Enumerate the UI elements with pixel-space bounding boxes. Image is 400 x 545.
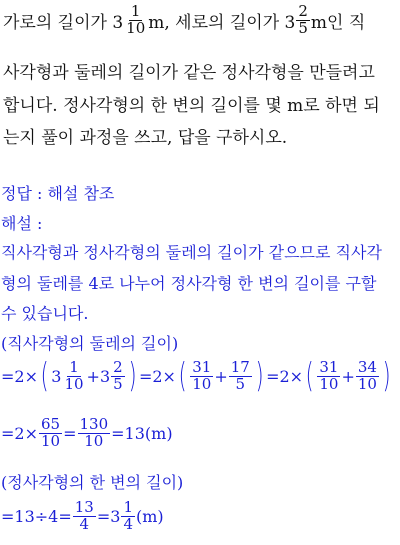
denominator: 10 bbox=[84, 431, 104, 450]
equation-text: + bbox=[214, 366, 228, 386]
equation-perimeter-result bbox=[1, 417, 173, 450]
equation-text: 3 bbox=[51, 366, 62, 386]
equation-text: + bbox=[341, 366, 355, 386]
denominator: 10 bbox=[41, 431, 61, 450]
right-paren: ) bbox=[128, 355, 137, 396]
question-line-1 bbox=[3, 4, 365, 37]
right-paren: ) bbox=[255, 355, 264, 396]
numerator: 65 bbox=[41, 415, 61, 433]
numerator: 130 bbox=[79, 415, 109, 433]
numerator: 17 bbox=[230, 358, 250, 376]
fraction bbox=[124, 4, 147, 37]
question-line-4: 는지 풀이 과정을 쓰고, 답을 구하시오. bbox=[3, 128, 288, 148]
fraction bbox=[73, 500, 96, 533]
denominator: 4 bbox=[123, 514, 133, 533]
equation-text: =13(m) bbox=[111, 423, 173, 443]
left-paren: ( bbox=[40, 355, 49, 396]
numerator: 1 bbox=[123, 498, 133, 516]
equation-side-length bbox=[1, 500, 164, 533]
equation-text: =3 bbox=[96, 506, 121, 526]
equation-text: =2× bbox=[1, 423, 38, 443]
section-heading-side: (정사각형의 한 변의 길이) bbox=[1, 473, 184, 492]
denominator: 5 bbox=[113, 374, 123, 393]
right-paren: ) bbox=[382, 355, 391, 396]
fraction bbox=[190, 360, 213, 393]
denominator: 5 bbox=[298, 18, 308, 37]
numerator: 31 bbox=[319, 358, 339, 376]
numerator: 1 bbox=[69, 358, 79, 376]
numerator: 2 bbox=[298, 2, 308, 20]
equation-text: =2× bbox=[1, 366, 38, 386]
denominator: 4 bbox=[79, 514, 90, 533]
fraction bbox=[62, 360, 85, 393]
numerator: 13 bbox=[74, 498, 94, 516]
equation-text: = bbox=[63, 423, 77, 443]
equation-text: =2× bbox=[138, 366, 176, 386]
fraction bbox=[111, 360, 125, 393]
equation-text: (m) bbox=[136, 506, 164, 526]
numerator: 31 bbox=[192, 358, 212, 376]
fraction bbox=[229, 360, 252, 393]
fraction bbox=[356, 360, 379, 393]
left-paren: ( bbox=[305, 355, 314, 396]
explanation-label: 해설 : bbox=[1, 214, 43, 233]
fraction bbox=[317, 360, 340, 393]
equation-text: +3 bbox=[86, 366, 111, 386]
question-line-2: 사각형과 둘레의 길이가 같은 정사각형을 만들려고 bbox=[3, 63, 375, 83]
question-text: m인 직 bbox=[310, 12, 366, 33]
denominator: 10 bbox=[126, 18, 146, 37]
fraction bbox=[121, 500, 135, 533]
answer-label: 정답 : 해설 참조 bbox=[1, 184, 115, 203]
question-text: 가로의 길이가 3 bbox=[3, 12, 124, 33]
equation-text: =2× bbox=[266, 366, 304, 386]
denominator: 10 bbox=[192, 374, 212, 393]
explanation-line-2: 형의 둘레를 4로 나누어 정사각형 한 변의 길이를 구할 bbox=[1, 274, 377, 293]
fraction bbox=[39, 417, 62, 450]
numerator: 34 bbox=[357, 358, 377, 376]
explanation-line-3: 수 있습니다. bbox=[1, 304, 89, 323]
section-heading-perimeter: (직사각형의 둘레의 길이) bbox=[1, 334, 179, 353]
left-paren: ( bbox=[178, 355, 187, 396]
denominator: 10 bbox=[319, 374, 339, 393]
fraction bbox=[78, 417, 111, 450]
denominator: 10 bbox=[357, 374, 377, 393]
fraction bbox=[296, 4, 310, 37]
denominator: 5 bbox=[235, 374, 246, 393]
question-text: m, 세로의 길이가 3 bbox=[148, 12, 296, 33]
denominator: 10 bbox=[64, 374, 84, 393]
explanation-line-1: 직사각형과 정사각형의 둘레의 길이가 같으므로 직사각 bbox=[1, 243, 382, 262]
equation-perimeter bbox=[1, 355, 393, 396]
question-line-3: 합니다. 정사각형의 한 변의 길이를 몇 m로 하면 되 bbox=[3, 96, 380, 116]
numerator: 2 bbox=[113, 358, 123, 376]
numerator: 1 bbox=[130, 2, 141, 20]
equation-text: =13÷4= bbox=[1, 506, 72, 526]
